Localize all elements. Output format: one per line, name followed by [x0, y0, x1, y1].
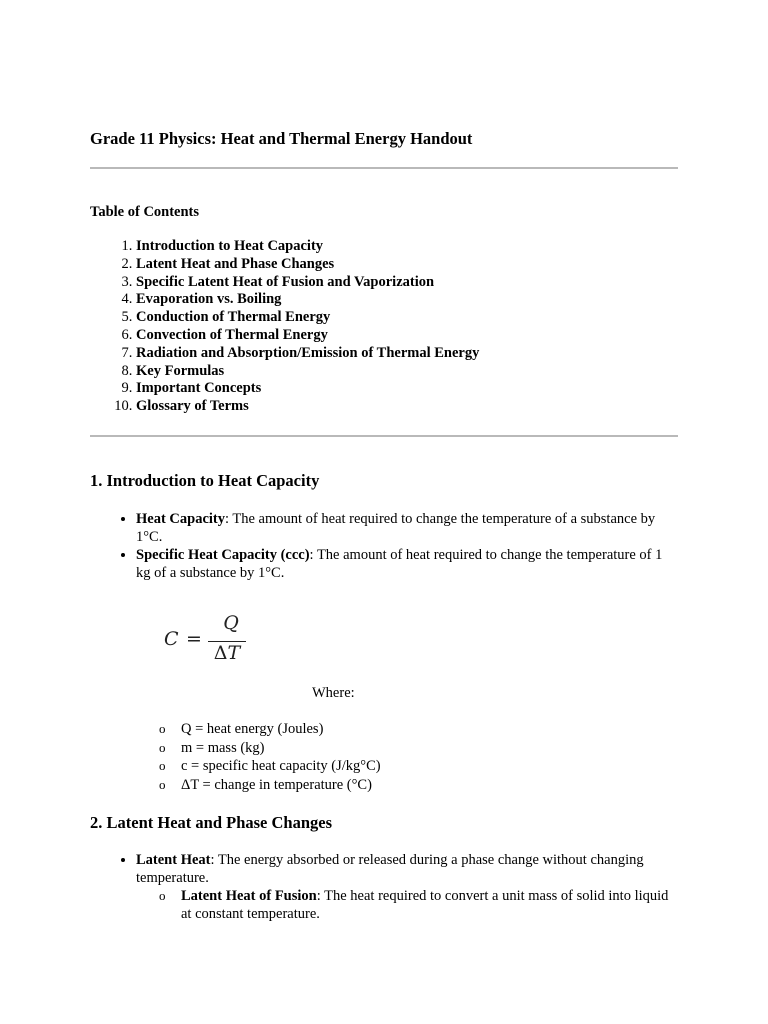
list-item: o m = mass (kg): [181, 739, 381, 758]
toc-heading: Table of Contents: [90, 204, 200, 220]
table-of-contents: [90, 238, 479, 416]
toc-item[interactable]: 2. Latent Heat and Phase Changes: [136, 256, 479, 274]
section-1-bullets: [90, 510, 678, 582]
section-heading: 2. Latent Heat and Phase Changes: [90, 813, 333, 832]
definition: : The energy absorbed or released during a phase change without changing temperature.: [136, 852, 644, 886]
toc-item[interactable]: 9. Important Concepts: [136, 380, 479, 398]
definition: : The heat required to convert a unit mass of solid into liquid at constant temperature.: [181, 888, 669, 922]
list-item: [136, 510, 678, 546]
toc-item[interactable]: 3. Specific Latent Heat of Fusion and Vaporization: [136, 274, 479, 292]
term: Specific Heat Capacity (ccc): [136, 547, 310, 563]
formula-variable: T: [227, 642, 241, 664]
where-label: Where:: [312, 685, 355, 701]
list-item: o Q = heat energy (Joules): [181, 720, 381, 739]
horizontal-rule: [90, 167, 678, 169]
section-2-bullets: [90, 851, 678, 923]
list-item: o ΔT = change in temperature (°C): [181, 776, 381, 795]
term: Latent Heat of Fusion: [181, 888, 317, 904]
list-item: [136, 851, 678, 923]
section-heading: 1. Introduction to Heat Capacity: [90, 471, 320, 490]
formula-lhs: C: [164, 628, 179, 650]
toc-item[interactable]: 5. Conduction of Thermal Energy: [136, 309, 479, 327]
sub-list: [136, 887, 678, 923]
variable-list: [90, 720, 381, 795]
toc-item[interactable]: 1. Introduction to Heat Capacity: [136, 238, 479, 256]
formula-denominator: [208, 644, 246, 662]
heat-capacity-formula: [164, 612, 254, 668]
list-item: [181, 887, 678, 923]
toc-item[interactable]: 7. Radiation and Absorption/Emission of Thermal Energy: [136, 345, 479, 363]
formula-numerator: Q: [223, 612, 239, 634]
list-item: o c = specific heat capacity (J/kg°C): [181, 757, 381, 776]
toc-item[interactable]: 6. Convection of Thermal Energy: [136, 327, 479, 345]
definition: : The amount of heat required to change the temperature of a substance by 1°C.: [136, 511, 656, 545]
delta-symbol: Δ: [213, 642, 228, 664]
term: Latent Heat: [136, 852, 211, 868]
list-item: [136, 546, 678, 582]
toc-item[interactable]: 8. Key Formulas: [136, 363, 479, 381]
definition: : The amount of heat required to change the temperature of 1 kg of a substance by 1°C.: [136, 547, 663, 581]
toc-item[interactable]: 10. Glossary of Terms: [136, 398, 479, 416]
horizontal-rule: [90, 435, 678, 437]
term: Heat Capacity: [136, 511, 225, 527]
document-title: Grade 11 Physics: Heat and Thermal Energy Handout: [90, 129, 473, 148]
formula-equals: =: [186, 628, 202, 650]
toc-item[interactable]: 4. Evaporation vs. Boiling: [136, 291, 479, 309]
